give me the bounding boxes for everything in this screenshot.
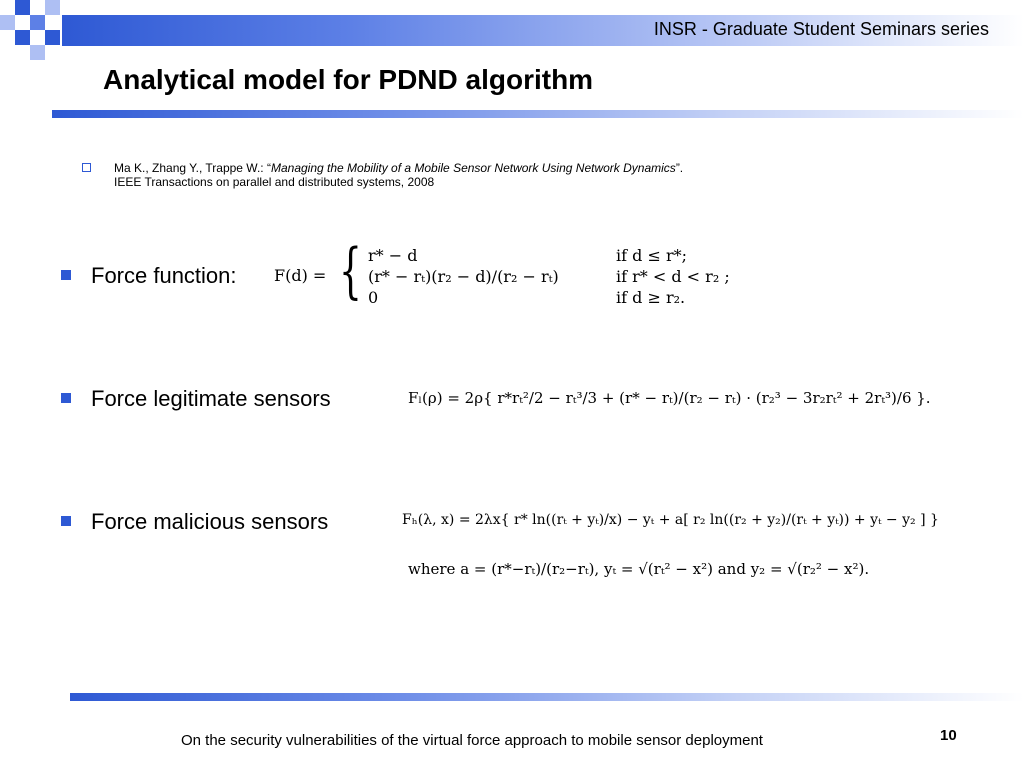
page-number: 10 — [940, 727, 957, 744]
case-cond-2: if r* < d < r₂ ; — [616, 267, 730, 286]
square-bullet-icon — [61, 516, 71, 526]
footer-text: On the security vulnerabilities of the virtual force approach to mobile sensor deployment — [181, 732, 763, 749]
reference-venue: IEEE Transactions on parallel and distributed systems, 2008 — [114, 175, 435, 189]
reference-close-quote: ”. — [675, 161, 684, 175]
reference-text — [114, 161, 834, 189]
square-bullet-icon — [61, 393, 71, 403]
series-title: INSR - Graduate Student Seminars series — [653, 19, 989, 39]
malicious-formula: Fₕ(λ, x) = 2λx{ r* ln((rₜ + yₜ)/x) − yₜ + a[ r₂ ln((r₂ + y₂)/(rₜ + yₜ)) + yₜ − y₂ ] } — [402, 512, 939, 528]
legitimate-formula: Fₗ(ρ) = 2ρ{ r*rₜ²/2 − rₜ³/3 + (r* − rₜ)/(r₂ − rₜ) · (r₂³ − 3r₂rₜ² + 2rₜ³)/6 }. — [408, 389, 931, 407]
hollow-square-bullet-icon — [82, 163, 91, 172]
bullet-force-malicious: Force malicious sensors — [91, 509, 329, 534]
footer-gradient-bar — [70, 693, 1024, 701]
bullet-force-function: Force function: — [91, 263, 237, 288]
reference-paper-title: Managing the Mobility of a Mobile Sensor Network Using Network Dynamics — [270, 161, 676, 175]
square-bullet-icon — [61, 270, 71, 280]
case-expr-2: (r* − rₜ)(r₂ − d)/(r₂ − rₜ) — [368, 267, 559, 286]
bullet-force-legitimate: Force legitimate sensors — [91, 386, 331, 411]
case-cond-1: if d ≤ r*; — [616, 246, 687, 265]
reference-authors: Ma K., Zhang Y., Trappe W.: “ — [114, 161, 271, 175]
malicious-where-clause: where a = (r*−rₜ)/(r₂−rₜ), yₜ = √(rₜ² − x²) and y₂ = √(r₂² − x²). — [408, 560, 870, 578]
title-underline — [52, 110, 1024, 118]
slide-title: Analytical model for PDND algorithm — [103, 64, 594, 95]
case-cond-3: if d ≥ r₂. — [616, 288, 686, 307]
force-function-lhs: F(d) = — [274, 266, 327, 285]
left-brace: { — [339, 236, 362, 306]
case-expr-3: 0 — [368, 288, 379, 307]
case-expr-1: r* − d — [368, 246, 418, 265]
